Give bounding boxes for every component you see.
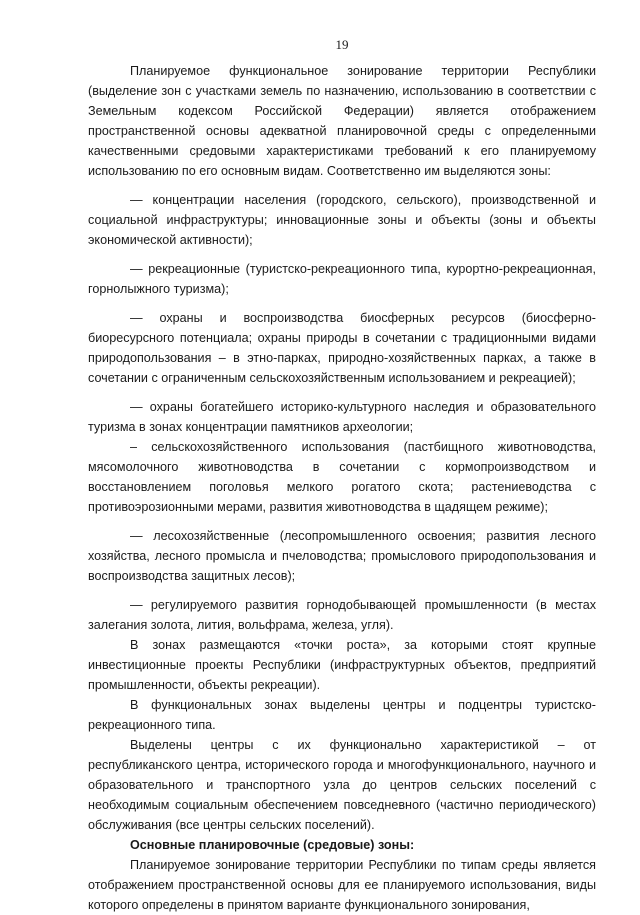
- zone-item-forestry: — лесохозяйственные (лесопромышленного освоения; развития лесного хозяйства, лесного промысла и пчеловодства; промыслового природопользования и воспроизводства защитных лесов);: [88, 529, 596, 583]
- paragraph-intro: Планируемое функциональное зонирование территории Республики (выделение зон с участками земель по назначению, использованию в соответствии с Земельным кодексом Российской Федерации) является отображением пространственной основы адекватной планировочной среды с определенными качественными средовыми характеристиками требований к его планируемому использованию по его основным видам. Соответственно им выделяются зоны:: [88, 64, 596, 178]
- zone-item-population: — концентрации населения (городского, сельского), производственной и социальной инфраструктуры; инновационные зоны и объекты (зоны и объекты экономической активности);: [88, 193, 596, 247]
- paragraph-growth-points: В зонах размещаются «точки роста», за которыми стоят крупные инвестиционные проекты Республики (инфраструктурных объектов, предприятий промышленности, объекты рекреации).: [88, 638, 596, 692]
- zone-item-mining: — регулируемого развития горнодобывающей промышленности (в местах залегания золота, лития, вольфрама, железа, угля).: [88, 598, 596, 632]
- paragraph-centers: Выделены центры с их функционально характеристикой – от республиканского центра, исторического города и многофункционального, научного и образовательного и транспортного узла до центров сельских поселений с необходимым социальным обеспечением повседневного (частично периодического) обслуживания (все центры сельских поселений).: [88, 738, 596, 832]
- zone-item-agriculture: – сельскохозяйственного использования (пастбищного животноводства, мясомолочного животноводства в сочетании с кормопроизводством и восстановлением поголовья мелкого рогатого скота; растениеводства с противоэрозионными мерами, развития животноводства в щадящем режиме);: [88, 440, 596, 514]
- zone-item-recreation: — рекреационные (туристско-рекреационного типа, курортно-рекреационная, горнолыжного туризма);: [88, 262, 596, 296]
- zone-item-heritage: — охраны богатейшего историко-культурного наследия и образовательного туризма в зонах концентрации памятников археологии;: [88, 400, 596, 434]
- paragraph-last: Планируемое зонирование территории Республики по типам среды является отображением пространственной основы для ее планируемого использования, виды которого определены в принятом варианте функционального зонирования,: [88, 858, 596, 912]
- zone-item-biosphere: — охраны и воспроизводства биосферных ресурсов (биосферно-биоресурсного потенциала; охраны природы в сочетании с традиционными видами природопользования – в этно-парках, природно-хозяйственных парках, а также в сочетании с ограниченным сельскохозяйственным использованием и рекреацией);: [88, 311, 596, 385]
- page-number: 19: [335, 37, 349, 52]
- section-heading: Основные планировочные (средовые) зоны:: [130, 838, 415, 852]
- paragraph-tourism-centers: В функциональных зонах выделены центры и подцентры туристско-рекреационного типа.: [88, 698, 596, 732]
